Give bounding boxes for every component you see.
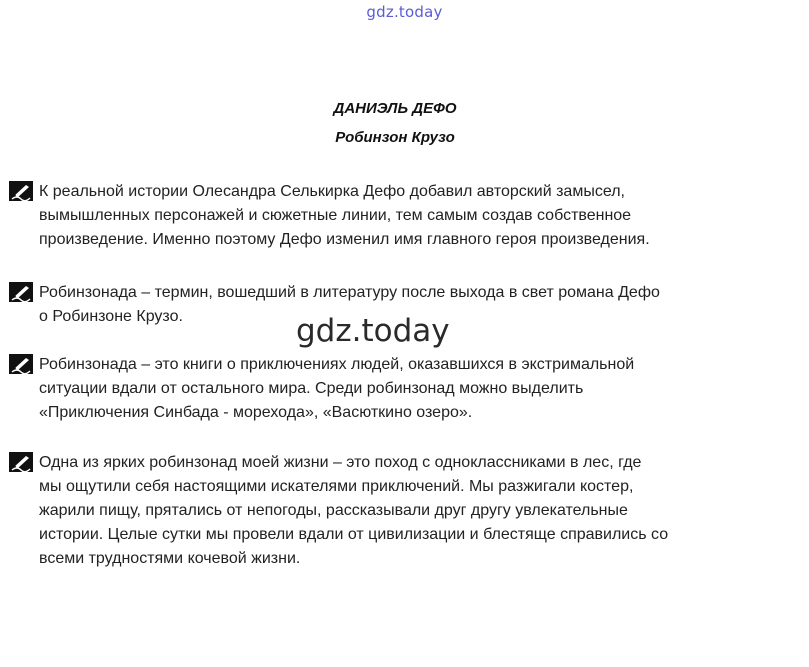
paragraph-3 [9, 353, 779, 425]
pen-writing-icon [9, 181, 33, 201]
paragraph-1 [9, 180, 779, 252]
paragraph-4 [9, 451, 779, 571]
watermark-center: gdz.today [292, 311, 454, 351]
paragraph-text: Робинзонада – термин, вошедший в литературу после выхода в свет романа Дефо о Робинзоне Крузо. [39, 284, 660, 325]
work-title: Робинзон Крузо [335, 129, 455, 146]
pen-writing-icon [9, 452, 33, 472]
author-heading: ДАНИЭЛЬ ДЕФО [333, 100, 457, 117]
paragraph-text: К реальной истории Олесандра Селькирка Дефо добавил авторский замысел, вымышленных персонажей и сюжетные линии, тем самым создав собственное произведение. Именно поэтому Дефо изменил имя главного героя произведения. [39, 183, 650, 248]
watermark-top: gdz.today [366, 3, 443, 21]
pen-writing-icon [9, 282, 33, 302]
paragraph-text: Робинзонада – это книги о приключениях людей, оказавшихся в экстримальной ситуации вдали от остального мира. Среди робинзонад можно выделить «Приключения Синбада - морехода», «Васюткино озеро». [39, 356, 635, 421]
pen-writing-icon [9, 354, 33, 374]
paragraph-text: Одна из ярких робинзонад моей жизни – это поход с одноклассниками в лес, где мы ощутили себя настоящими искателями приключений. Мы разжигали костер, жарили пищу, прятались от непогоды, рассказывали друг другу увлекательные истории. Целые сутки мы провели вдали от цивилизации и блестяще справились со всеми трудностями кочевой жизни. [39, 454, 669, 567]
